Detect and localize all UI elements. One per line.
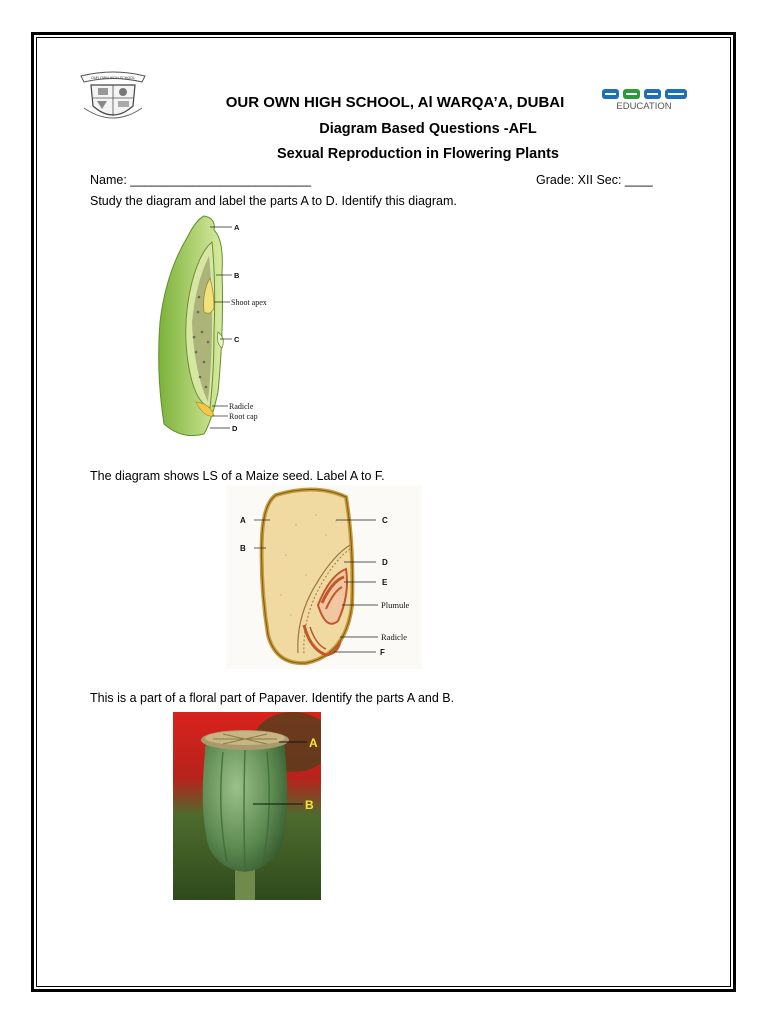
- q2-label-e: E: [382, 578, 388, 587]
- q1-label-c: C: [234, 335, 240, 344]
- q2-label-f: F: [380, 648, 385, 657]
- name-field[interactable]: Name: __________________________: [90, 173, 312, 187]
- q2-label-b: B: [240, 544, 246, 553]
- q2-label-plumule: Plumule: [381, 600, 410, 610]
- q1-label-shoot-apex: Shoot apex: [231, 298, 267, 307]
- question-3-text: This is a part of a floral part of Papaver. Identify the parts A and B.: [90, 691, 455, 705]
- question-1-text: Study the diagram and label the parts A to D. Identify this diagram.: [90, 194, 457, 208]
- worksheet-subtitle-text: Diagram Based Questions -AFL: [319, 121, 537, 137]
- q2-label-a: A: [240, 516, 246, 525]
- q1-label-root-cap: Root cap: [229, 412, 258, 421]
- q3-label-b: B: [305, 798, 314, 812]
- worksheet-subtitle: [0, 121, 768, 137]
- q1-label-b: B: [234, 271, 240, 280]
- school-title-text: OUR OWN HIGH SCHOOL, Al WARQA’A, DUBAI: [225, 94, 565, 111]
- maize-seed-diagram: [226, 485, 422, 669]
- worksheet-topic: [0, 146, 768, 162]
- question-2-text: The diagram shows LS of a Maize seed. Label A to F.: [90, 469, 385, 483]
- worksheet-topic-text: Sexual Reproduction in Flowering Plants: [277, 146, 559, 162]
- crest-banner-text: OUR OWN HIGH SCHOOL: [91, 76, 135, 80]
- gems-subtext: EDUCATION: [616, 101, 672, 112]
- q1-label-a: A: [234, 223, 240, 232]
- q2-label-c: C: [382, 516, 388, 525]
- q1-label-radicle: Radicle: [229, 402, 254, 411]
- papaver-capsule-photo: [173, 712, 321, 900]
- grade-section-field[interactable]: Grade: XII Sec: ____: [536, 173, 653, 187]
- q2-label-d: D: [382, 558, 388, 567]
- embryo-diagram: [152, 212, 292, 442]
- q3-label-a: A: [309, 736, 318, 750]
- q2-label-radicle: Radicle: [381, 632, 407, 642]
- school-title: [0, 94, 768, 111]
- q1-label-d: D: [232, 424, 238, 433]
